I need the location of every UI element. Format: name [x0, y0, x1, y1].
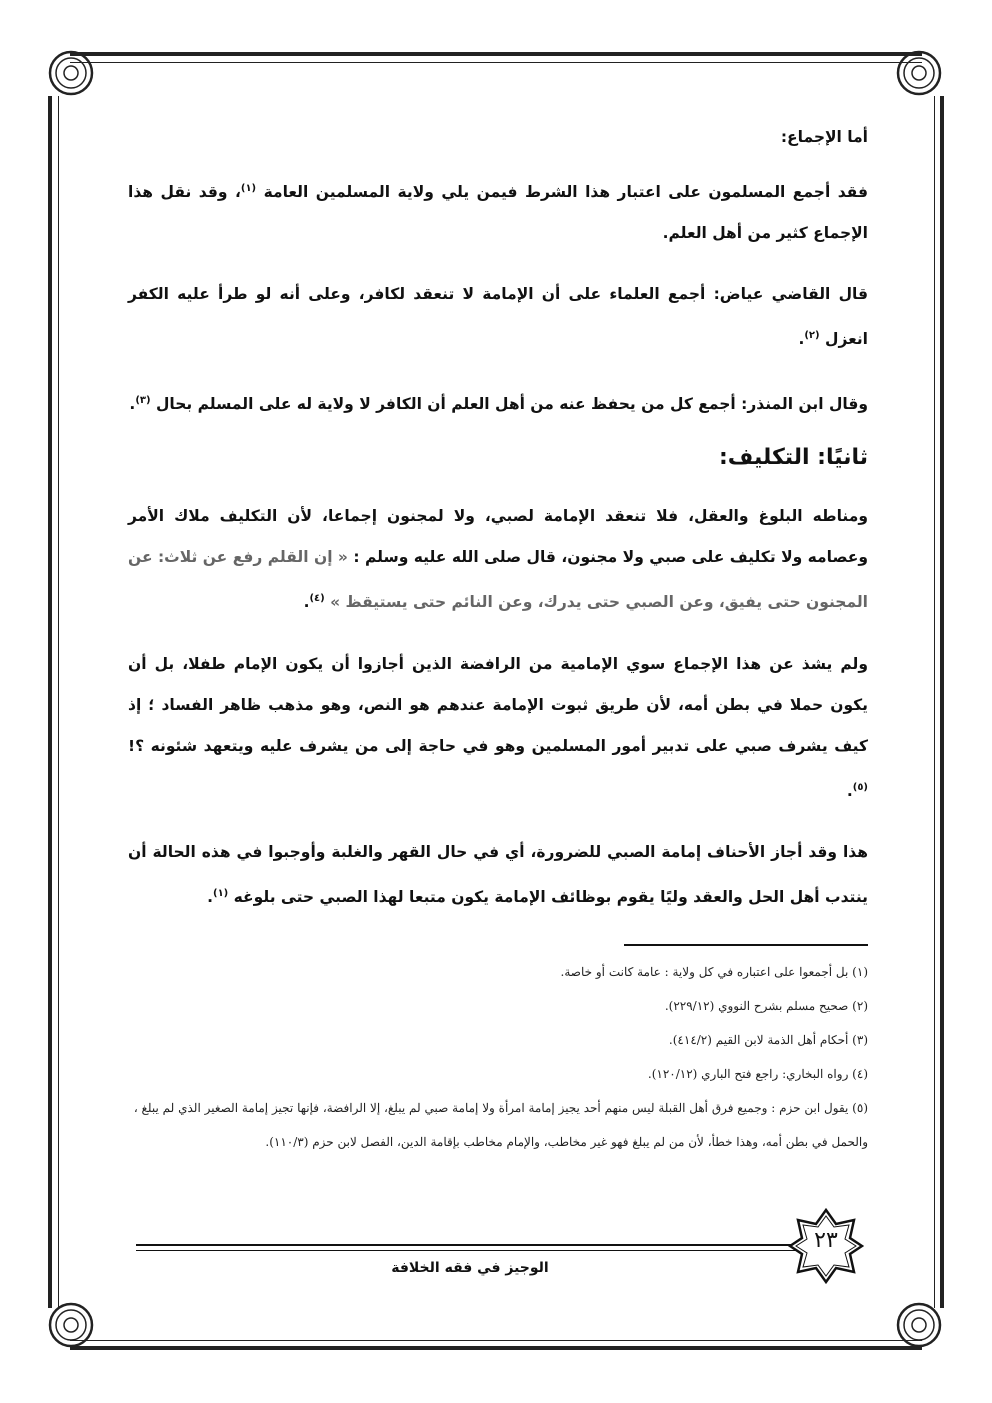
footnote-separator [624, 944, 868, 946]
footnote-2: (٢) صحيح مسلم بشرح النووي (٢٢٩/١٢). [664, 999, 868, 1013]
footnotes [128, 955, 868, 1159]
footer-rule-top [136, 1244, 796, 1246]
paragraph-4-tail: . [303, 593, 310, 612]
paragraph-2-text: قال القاضي عياض: أجمع العلماء على أن الإمامة لا تنعقد لكافر، وعلى أنه لو طرأ عليه الكفر انعزل [128, 285, 868, 349]
footnote-ref-4[interactable]: (٤) [309, 593, 325, 605]
heading-ijma: أما الإجماع: [780, 128, 868, 146]
footnote-1: (١) بل أجمعوا على اعتباره في كل ولاية : عامة كانت أو خاصة. [560, 965, 868, 979]
paragraph-5-tail: . [846, 781, 853, 800]
footnote-ref-5[interactable]: (٥) [852, 781, 868, 793]
paragraph-4-text: ومناطه البلوغ والعقل، فلا تنعقد الإمامة لصبي، ولا لمجنون إجماعا، لأن التكليف ملاك الأمر وعصامه ولا تكليف على صبي ولا مجنون، قال صلى الله عليه وسلم : [128, 507, 868, 567]
paragraph-2 [128, 274, 868, 360]
paragraph-1 [128, 168, 868, 254]
paragraph-3-tail: . [129, 395, 136, 414]
paragraph-3-text: وقال ابن المنذر: أجمع كل من يحفظ عنه من أهل العلم أن الكافر لا ولاية له على المسلم بحال [155, 395, 868, 414]
paragraph-6-text: هذا وقد أجاز الأحناف إمامة الصبي للضرورة، أي في حال القهر والغلبة وأوجبوا في هذه الحالة أن ينتدب أهل الحل والعقد وليًا يقوم بوظائف الإمامة يكون متبعا لهذا الصبي حتى بلوغه [128, 842, 868, 906]
footnote-3: (٣) أحكام أهل الذمة لابن القيم (٤١٤/٢). [668, 1033, 868, 1047]
hadith-quote: « إن القلم رفع عن ثلاث: عن المجنون حتى يفيق، وعن الصبي حتى يدرك، وعن النائم حتى يستيقظ » [128, 548, 868, 612]
main-text [128, 128, 868, 938]
paragraph-4 [128, 496, 868, 623]
paragraph-6-tail: . [207, 887, 213, 906]
paragraph-2-tail: . [798, 330, 805, 349]
section-title [128, 445, 868, 470]
paragraph-6 [128, 832, 868, 918]
page-number: ٢٣ [814, 1228, 838, 1253]
corner-ornament-icon [896, 50, 942, 96]
section-title-colon: : [718, 445, 728, 471]
footer-book-title: الوجيز في فقه الخلافة [391, 1260, 549, 1276]
paragraph-1-text: فقد أجمع المسلمون على اعتبار هذا الشرط فيمن يلي ولاية المسلمين العامة [263, 183, 868, 202]
footnote-4: (٤) رواه البخاري: راجع فتح الباري (١٢٠/١٢). [647, 1067, 868, 1081]
footnote-5: (٥) يقول ابن حزم : وجميع فرق أهل القبلة ليس منهم أحد يجيز إمامة امرأة ولا إمامة صبي لم يبلغ، إلا الرافضة، فإنها تجيز إمامة الصغير الذي لم يبلغ ، والحمل في بطن أمه، وهذا خطأ، لأن من لم يبلغ فهو غير مخاطب، والإمام مخاطب بإقامة الدين، الفصل لابن حزم (١١٠/٣). [133, 1101, 868, 1149]
paragraph-3 [128, 380, 868, 425]
footnote-ref-6[interactable]: (١) [212, 887, 229, 899]
paragraph-5 [128, 644, 868, 812]
footer-rule-bottom [136, 1250, 796, 1251]
paragraph-5-text: ولم يشذ عن هذا الإجماع سوي الإمامية من الرافضة الذين أجازوا أن يكون الإمام طفلا، بل أن يكون حملا في بطن أمه، لأن طريق ثبوت الإمامة عندهم هو النص، وهو مذهب ظاهر الفساد ؛ إذ كيف يشرف صبي على تدبير أمور المسلمين وهو في حاجة إلى من يشرف عليه ويتعهد شئونه ؟! [128, 654, 868, 755]
corner-ornament-icon [896, 1302, 942, 1348]
corner-ornament-icon [48, 50, 94, 96]
corner-ornament-icon [48, 1302, 94, 1348]
section-title-text: ثانيًا: التكليف [727, 445, 868, 471]
footnote-ref-2[interactable]: (٢) [804, 330, 820, 342]
footnote-ref-3[interactable]: (٣) [135, 395, 151, 407]
paragraph-1-tail: ، وقد نقل هذا الإجماع كثير من أهل العلم. [128, 183, 868, 243]
footnote-ref-1[interactable]: (١) [240, 183, 257, 194]
